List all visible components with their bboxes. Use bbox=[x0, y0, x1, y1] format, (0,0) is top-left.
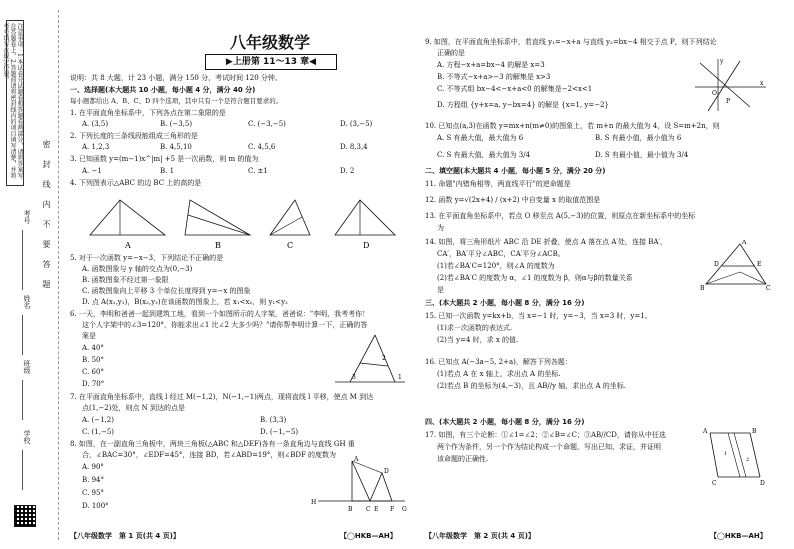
q2-option-c: C. 4,5,6 bbox=[248, 143, 276, 151]
svg-text:D: D bbox=[384, 468, 389, 475]
svg-text:C: C bbox=[366, 506, 371, 513]
q5-option-d: D. 点 A(x₁,y₁)，B(x₂,y₂)在该函数的图象上，若 x₁<x₂，则 y₁<y₂ bbox=[82, 298, 288, 306]
q7-option-b: B. (3,3) bbox=[260, 416, 287, 424]
q6-option-a: A. 40° bbox=[82, 344, 104, 352]
svg-text:D: D bbox=[714, 261, 719, 268]
q16-part-1: (1)若点 A 在 x 轴上，求出点 A 的坐标. bbox=[437, 370, 561, 378]
section-3-heading: 三、(本大题共 2 小题，每小题 8 分，满分 16 分) bbox=[425, 299, 585, 307]
q9-stem-1: 9. 如图，在平面直角坐标系中，若直线 y₁=−x+a 与直线 y₂=bx−4 相交于点 P，则下列结论 bbox=[425, 38, 717, 46]
q6-option-d: D. 70° bbox=[82, 380, 105, 388]
q4-figure-d bbox=[335, 200, 395, 235]
q8-option-c: C. 95° bbox=[82, 489, 104, 497]
svg-text:P: P bbox=[726, 98, 731, 105]
qr-code bbox=[14, 505, 36, 527]
q6-stem-1: 6. 一天，李明和爸爸一起到建筑工地，看到一个如图所示的人字架，爸爸说："李明，我考考你！ bbox=[70, 310, 370, 318]
q4-stem: 4. 下列图表示△ABC 的边 BC 上的高的是 bbox=[70, 179, 202, 187]
svg-text:D: D bbox=[760, 480, 765, 487]
q7-option-a: A. (−1,2) bbox=[82, 416, 114, 424]
field-name: 姓名 bbox=[23, 295, 31, 309]
q17-stem-3: 该命题的正确性. bbox=[437, 455, 489, 463]
section-2-heading: 二、填空题(本大题共 4 小题，每小题 5 分，满分 20 分) bbox=[425, 167, 606, 175]
q7-stem-2: 点(1,−2)处，则点 N 到达的点是 bbox=[82, 404, 186, 412]
svg-text:A: A bbox=[354, 456, 359, 463]
q4-label-a: A bbox=[125, 241, 131, 250]
q1-option-c: C. (−3,−5) bbox=[248, 120, 286, 128]
seal-dashed-line bbox=[58, 10, 59, 540]
q7-option-d: D. (−1,−5) bbox=[260, 428, 299, 436]
q1-stem: 1. 在平面直角坐标系中，下列各点在第二象限的是 bbox=[70, 109, 226, 117]
q4-figures bbox=[80, 190, 410, 252]
svg-text:x: x bbox=[760, 80, 764, 87]
q15-part-2: (2)当 y=4 时，求 x 的值. bbox=[437, 336, 519, 344]
q4-label-c: C bbox=[287, 241, 294, 250]
q5-stem: 5. 对于一次函数 y=−x−3，下列结论不正确的是 bbox=[70, 254, 224, 262]
svg-text:F: F bbox=[390, 506, 395, 513]
q10-stem: 10. 已知点(a,3)在函数 y=mx+n(m≠0)的图象上，若 m+n 的最大值为 4，设 S=m+2n，则 bbox=[425, 122, 720, 130]
svg-text:C: C bbox=[766, 285, 771, 292]
q8-triangles-figure bbox=[310, 455, 410, 515]
footer-page-1: 【八年级数学 第 1 页(共 4 页)】 bbox=[70, 532, 180, 540]
footer-code-1: 【◯HKB—AH】 bbox=[340, 532, 397, 540]
q8-option-b: B. 94° bbox=[82, 476, 105, 484]
q15-stem: 15. 已知一次函数 y=kx+b，当 x=−1 时，y=−3，当 x=3 时，y=1。 bbox=[425, 312, 652, 320]
q9-graph-figure bbox=[690, 55, 770, 115]
svg-text:1: 1 bbox=[724, 451, 728, 457]
q4-figure-a bbox=[90, 200, 165, 235]
q4-label-b: B bbox=[215, 241, 221, 250]
footer-code-2: 【◯HKB—AH】 bbox=[710, 532, 767, 540]
q4-figure-c bbox=[270, 200, 310, 235]
svg-text:A: A bbox=[742, 240, 747, 246]
fill-line bbox=[22, 315, 23, 355]
notice-box: 注意事项：1.本试卷分试题卷和答题卷两部分，请将答案写在答题卷上。2.答题前请将密封线内的项目填写清楚，并将考号填写在规定位置。 bbox=[6, 20, 24, 186]
q5-option-a: A. 函数图象与 y 轴的交点为(0,−3) bbox=[82, 265, 193, 273]
q10-option-b: B. S 有最小值，最小值为 6 bbox=[595, 134, 682, 142]
q14-part-2-end: 是 bbox=[437, 286, 444, 294]
q12-stem: 12. 函数 y=√(2x+4) / (x+2) 中自变量 x 的取值范围是 bbox=[425, 196, 601, 204]
q10-option-a: A. S 有最大值，最大值为 6 bbox=[437, 134, 524, 142]
seal-line-text: 密 封 线 内 不 要 答 题 bbox=[42, 140, 51, 290]
q6-ladder-figure bbox=[330, 330, 410, 388]
q16-stem: 16. 已知点 A(−3a−5, 2+a)，解答下列各题： bbox=[425, 358, 572, 366]
svg-text:E: E bbox=[757, 261, 762, 268]
svg-text:y: y bbox=[720, 58, 724, 65]
field-school: 学校 bbox=[23, 430, 31, 444]
svg-text:H: H bbox=[311, 499, 317, 506]
q5-option-b: B. 函数图象不经过第一象限 bbox=[82, 276, 169, 284]
fill-line bbox=[22, 380, 23, 420]
q6-option-c: C. 60° bbox=[82, 368, 104, 376]
q13-stem-2: 为 bbox=[437, 224, 444, 232]
q3-option-d: D. 2 bbox=[340, 167, 355, 175]
q10-option-c: C. S 有最大值，最大值为 3/4 bbox=[437, 151, 531, 159]
q10-option-d: D. S 有最小值，最小值为 3/4 bbox=[595, 151, 689, 159]
q7-option-c: C. (1,−5) bbox=[82, 428, 115, 436]
q16-part-2: (2)若点 B 的坐标为(4,−3)，且 AB//y 轴，求出点 A 的坐标. bbox=[437, 382, 627, 390]
q14-fold-figure bbox=[700, 240, 772, 292]
q1-option-d: D. (3,−5) bbox=[340, 120, 373, 128]
fill-line bbox=[22, 450, 23, 490]
q3-option-b: B. 1 bbox=[160, 167, 175, 175]
footer-page-2: 【八年级数学 第 2 页(共 4 页)】 bbox=[425, 532, 535, 540]
section-1-heading: 一、选择题(本大题共 10 小题，每小题 4 分，满分 40 分) bbox=[70, 86, 256, 94]
q14-stem-2: CA′，BA′平分∠ABC，CA′平分∠ACB。 bbox=[437, 250, 565, 258]
exam-intro: 说明：共 8 大题，计 23 小题，满分 150 分，考试时间 120 分钟。 bbox=[70, 74, 282, 82]
q5-option-c: C. 函数图象向上平移 3 个单位长度得到 y=−x 的图象 bbox=[82, 287, 251, 295]
q6-stem-3: 案是 bbox=[82, 332, 96, 340]
svg-text:O: O bbox=[712, 90, 717, 97]
svg-text:B: B bbox=[348, 506, 353, 513]
field-class: 班级 bbox=[23, 360, 31, 374]
q1-option-a: A. (3,5) bbox=[82, 120, 109, 128]
q3-option-c: C. ±1 bbox=[248, 167, 268, 175]
field-exam-number: 考号 bbox=[23, 210, 31, 224]
svg-text:G: G bbox=[402, 506, 407, 513]
q9-option-a: A. 方程−x+a=bx−4 的解是 x=3 bbox=[437, 61, 545, 69]
q2-option-b: B. 4,5,10 bbox=[160, 143, 192, 151]
q9-option-d: D. 方程组 {y+x=a, y−bx=4} 的解是 {x=1, y=−2} bbox=[437, 101, 609, 109]
q3-stem: 3. 已知函数 y=(m−1)x^|m| +5 是一次函数，则 m 的值为 bbox=[70, 155, 259, 163]
section-1-note: 每小题都给出 A、B、C、D 四个选项，其中只有一个是符合题目要求的。 bbox=[70, 97, 283, 105]
svg-text:C: C bbox=[712, 480, 717, 487]
q17-stem-1: 17. 如图，有三个论断：①∠1=∠2；②∠B=∠C；③AB//CD，请你从中任选 bbox=[425, 431, 666, 439]
q2-stem: 2. 下列长度的三条线段能组成三角形的是 bbox=[70, 132, 198, 140]
q1-option-b: B. (−3,5) bbox=[160, 120, 193, 128]
q2-option-d: D. 8,3,4 bbox=[340, 143, 368, 151]
q13-stem-1: 13. 在平面直角坐标系中，若点 O 移至点 A(5,−3)的位置，则原点在新坐标系中的坐标 bbox=[425, 212, 696, 220]
fill-line bbox=[22, 230, 23, 290]
q4-label-d: D bbox=[363, 241, 370, 250]
binding-margin bbox=[0, 0, 60, 549]
q9-option-c: C. 不等式组 bx−4<−x+a<0 的解集是−2<x<1 bbox=[437, 85, 593, 93]
svg-text:2: 2 bbox=[746, 457, 750, 463]
q11-stem: 11. 命题"内错角相等，两直线平行"的逆命题是 bbox=[425, 180, 571, 188]
q14-stem-1: 14. 如图，将三角形纸片 ABC 沿 DE 折叠，使点 A 落在点 A′处，连接 BA′， bbox=[425, 238, 668, 246]
page-subtitle: ▶上册第 11～13 章◀ bbox=[205, 54, 337, 70]
q14-part-1: (1)若∠BA′C=120°，则∠A 的度数为 bbox=[437, 262, 555, 270]
q14-part-2: (2)若∠BA′C 的度数为 α，∠1 的度数为 β，则α与β的数量关系 bbox=[437, 274, 633, 282]
svg-text:B: B bbox=[700, 285, 705, 292]
q17-parallel-figure bbox=[700, 425, 772, 487]
q6-stem-2: 这个人字架中的∠3=120°，你能求出∠1 比∠2 大多少吗？"请你帮李明计算一下，正确的答 bbox=[82, 321, 368, 329]
q2-option-a: A. 1,2,3 bbox=[82, 143, 110, 151]
svg-text:A: A bbox=[703, 428, 708, 435]
q8-option-d: D. 100° bbox=[82, 502, 109, 510]
q9-option-b: B. 不等式−x+a>−3 的解集是 x>3 bbox=[437, 73, 551, 81]
svg-text:B: B bbox=[752, 428, 757, 435]
q3-option-a: A. −1 bbox=[82, 167, 102, 175]
q15-part-1: (1)求一次函数的表达式. bbox=[437, 324, 513, 332]
q9-stem-2: 正确的是 bbox=[437, 49, 465, 57]
q6-option-b: B. 50° bbox=[82, 356, 105, 364]
page-title: 八年级数学 bbox=[229, 33, 310, 52]
svg-text:3: 3 bbox=[352, 374, 356, 381]
q4-figure-b bbox=[185, 200, 250, 235]
svg-text:2: 2 bbox=[382, 355, 386, 362]
svg-text:1: 1 bbox=[398, 374, 402, 381]
section-4-heading: 四、(本大题共 2 小题，每小题 8 分，满分 16 分) bbox=[425, 418, 585, 426]
q8-option-a: A. 90° bbox=[82, 463, 104, 471]
q17-stem-2: 两个作为条件，另一个作为结论构成一个命题，写出已知、求证，并证明 bbox=[437, 443, 661, 451]
q7-stem-1: 7. 在平面直角坐标系中，直线 l 经过 M(−1,2)，N(−1,−1)两点，现将直线 l 平移，使点 M 到达 bbox=[70, 393, 374, 401]
q8-stem-2: 合，∠BAC=30°，∠EDF=45°，连接 BD，若∠ABD=19°，则∠BDF 的度数为 bbox=[82, 451, 337, 459]
svg-text:E: E bbox=[374, 506, 379, 513]
q8-stem-1: 8. 如图，在一副直角三角板中，两块三角板(△ABC 和△DEF)各有一条直角边与直线 GH 重 bbox=[70, 440, 355, 448]
